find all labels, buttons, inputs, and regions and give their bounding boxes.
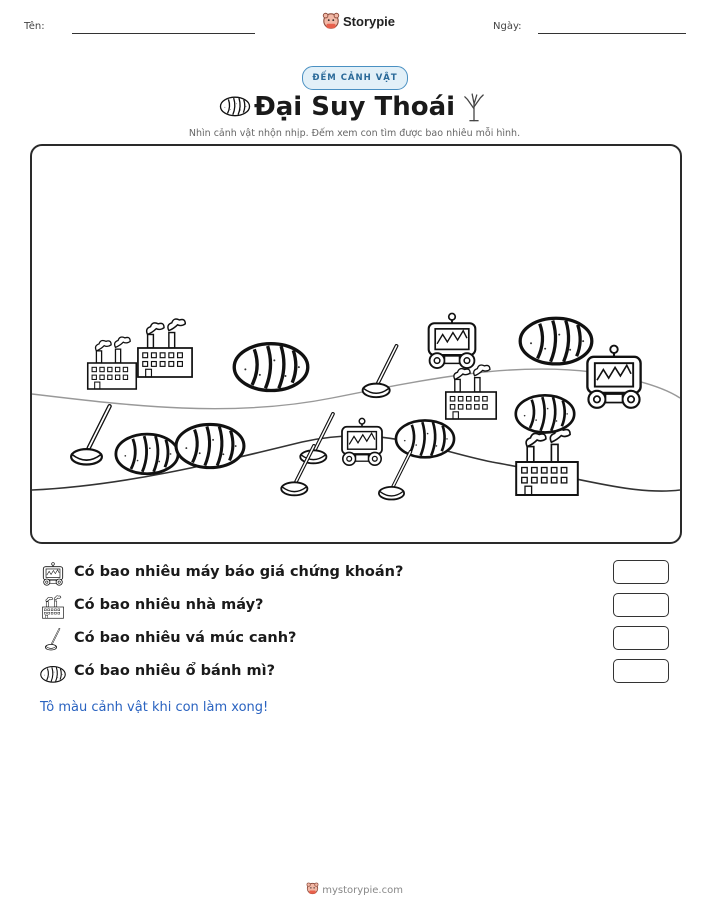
- factory-1: [88, 337, 137, 389]
- answer-box-2[interactable]: [613, 593, 669, 617]
- answer-box-3[interactable]: [613, 626, 669, 650]
- bread-6: [516, 395, 574, 432]
- answer-box-4[interactable]: [613, 659, 669, 683]
- answer-box-1[interactable]: [613, 560, 669, 584]
- activity-badge: ĐẾM CẢNH VẬT: [302, 66, 408, 90]
- bread-2: [520, 318, 592, 364]
- ticker-machine-1: [429, 313, 476, 368]
- factory-2: [138, 319, 192, 377]
- name-line[interactable]: [72, 33, 255, 34]
- date-label: Ngày:: [493, 21, 522, 32]
- factory-icon: [40, 595, 66, 619]
- bread-icon: [40, 662, 66, 686]
- mascot-icon: [322, 12, 340, 30]
- coloring-note: Tô màu cảnh vật khi con làm xong!: [40, 700, 269, 715]
- tree-icon: [463, 90, 485, 122]
- instructions: Nhìn cảnh vật nhộn nhịp. Đếm xem con tìm được bao nhiêu mỗi hình.: [188, 128, 521, 139]
- ladle-1: [363, 346, 397, 397]
- ladle-5: [379, 452, 411, 500]
- footer-url[interactable]: mystorypie.com: [322, 885, 403, 896]
- bread-4: [176, 424, 244, 467]
- question-3: Có bao nhiêu vá múc canh?: [74, 630, 297, 646]
- bread-5: [396, 420, 454, 457]
- bread-1: [234, 344, 308, 391]
- brand-logo: [322, 12, 395, 30]
- ladle-4: [281, 446, 314, 495]
- counting-scene: [30, 144, 682, 544]
- footer: [0, 882, 709, 896]
- question-4: Có bao nhiêu ổ bánh mì?: [74, 663, 276, 679]
- name-label: Tên:: [24, 21, 45, 32]
- date-line[interactable]: [538, 33, 686, 34]
- bread-3: [116, 434, 178, 474]
- question-1: Có bao nhiêu máy báo giá chứng khoán?: [74, 564, 404, 580]
- ladle-icon: [40, 628, 66, 652]
- ticker-machine-3: [342, 418, 382, 465]
- question-2: Có bao nhiêu nhà máy?: [74, 597, 264, 613]
- scene-canvas: [32, 146, 680, 542]
- ladle-2: [71, 406, 110, 464]
- page-title: Đại Suy Thoái: [253, 92, 456, 122]
- factory-4: [516, 429, 578, 495]
- ticker-machine-icon: [40, 562, 66, 586]
- ticker-machine-2: [587, 346, 640, 408]
- brand-name: Storypie: [343, 13, 396, 29]
- mascot-icon: [306, 882, 319, 895]
